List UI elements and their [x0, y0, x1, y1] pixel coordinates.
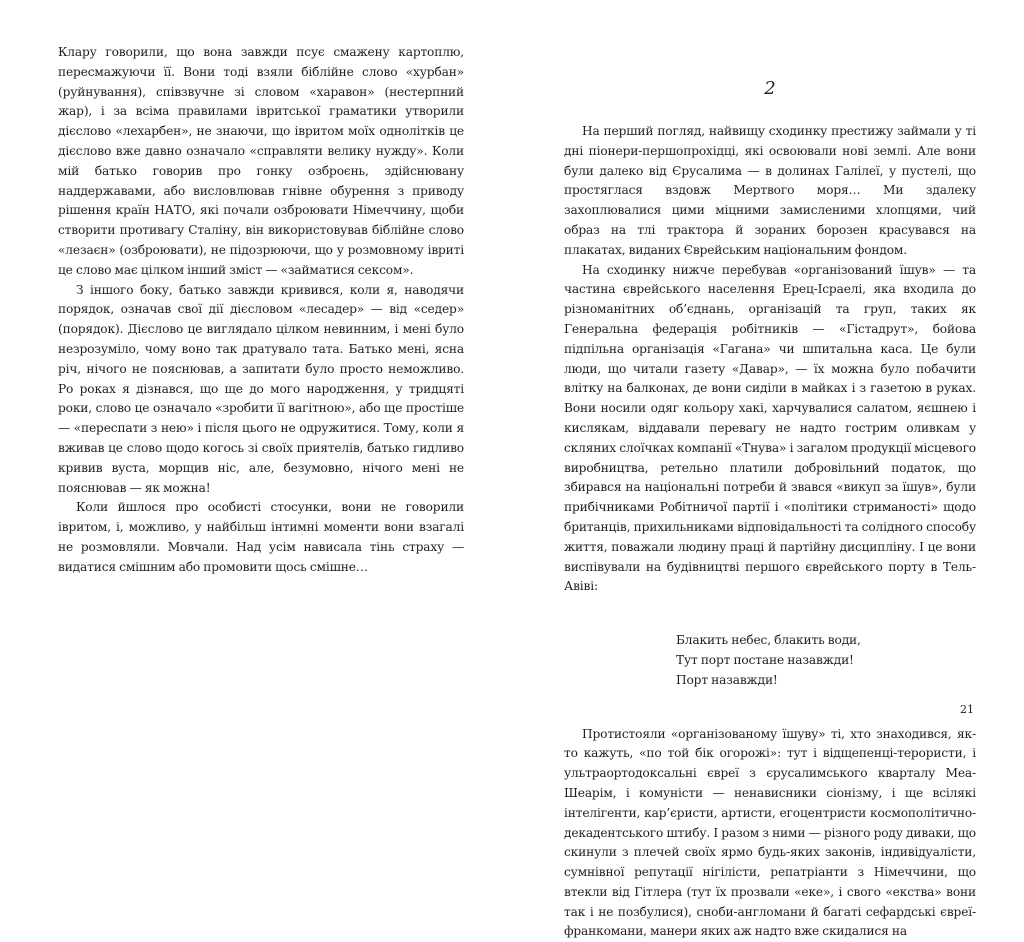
page-number: 21 — [960, 703, 974, 716]
left-page — [0, 0, 512, 745]
paragraph: Клару говорили, що вона завжди псує смажену картоплю, пересмажуючи її. Вони тоді взяли біблійне слово «хурбан» (руйнування), співзвучне зі словом «харавон» (нестерпний жар), і за всіма правилами івритської граматики утворили дієслово «лехарбен», не знаючи, що івритом моїх однолітків це дієслово вже давно означало «справляти велику нужду». Коли мій батько говорив про гонку озброєнь, здійснювану наддержавами, або висловлював гнівне обурення з приводу рішення країн НАТО, які почали озброювати Німеччину, щоби створити противагу Сталіну, він використовував біблійне слово «лезаєн» (озброювати), не підозрюючи, що у розмовному івриті це слово має цілком інший зміст — «займатися сексом». — [58, 45, 464, 277]
left-text-column — [58, 43, 464, 578]
verse-line: Порт назавжди! — [676, 672, 778, 687]
chapter-number: 2 — [764, 78, 776, 99]
verse — [676, 603, 976, 718]
paragraph: З іншого боку, батько завжди кривився, коли я, наводячи порядок, означав свої дії дієсловом «лесадер» — від «седер» (порядок). Дієслово це виглядало цілком невинним, і мені було незрозуміло, чому воно так дратувало тата. Батько мені, ясна річ, нічого не пояснював, а запитати було просто неможливо. Ро роках я дізнався, що ще до мого народження, у тридцяті роки, слово це означало «зробити її вагітною», або ще простіше — «переспати з нею» і після цього не одружитися. Тому, коли я вживав це слово щодо когось зі своїх приятелів, батько гидливо кривив вуста, морщив ніс, але, безумовно, нічого мені не пояснював — як можна! — [58, 282, 464, 495]
right-text-column — [564, 122, 976, 942]
paragraph: Протистояли «організованому їшуву» ті, хто знаходився, як-то кажуть, «по той бік огорожі»: тут і відщепенці-терористи, і ультраортодоксальні євреї з єрусалимського кварталу Меа-Шеарім, і комуністи — ненависники сіонізму, і ще всілякі інтелігенти, кар’єристи, артисти, егоцентристи космополітично-декадентського штибу. І разом з ними — різного роду диваки, що скинули з плечей своїх ярмо будь-яких законів, індивідуалісти, сумнівної репутації нігілісти, репатріанти з Німеччини, що втекли від Гітлера (тут їх прозвали «еке», і свого «екства» вони так і не позбулися), сноби-англомани й багаті сефардські євреї-франкомани, манери яких аж надто вже скидалися на — [564, 726, 976, 939]
paragraph: Коли йшлося про особисті стосунки, вони не говорили івритом, і, можливо, у найбільш інтимні моменти вони взагалі не розмовляли. Мовчали. Над усім нависала тінь страху — видатися смішним або промовити щось смішне… — [58, 500, 464, 574]
verse-line: Тут порт постане назавжди! — [676, 652, 854, 667]
verse-line: Блакить небес, блакить води, — [676, 633, 861, 648]
right-page — [512, 0, 1024, 939]
paragraph: На сходинку нижче перебував «організований їшув» — та частина єврейського населення Ерец-Ісраелі, яка входила до різноманітних об’єднань, організацій та груп, таких як Генеральна федерація робітників — «Гістадрут», бойова підпільна організація «Гагана» чи шпитальна каса. Це були люди, що читали газету «Давар», — їх можна було побачити влітку на балконах, де вони сиділи в майках і з газетою в руках. Вони носили одяг кольору хакі, харчувалися салатом, яєшнею і кислякам, віддавали перевагу не надто гострим оливкам у скляних слоїчках компанії «Тнува» і загалом продукції місцевого виробництва, ретельно платили добровільний податок, що збирався на національні потреби й звався «викуп за їшув», були прибічниками Робітничої партії і «політики стриманості» щодо британців, прихильниками відповідальності та солідного способу життя, поважали людину праці й партійну дисципліну. І це вони виспівували на будівництві першого єврейського порту в Тель-Авіві: — [564, 262, 976, 594]
paragraph: На перший погляд, найвищу сходинку престижу займали у ті дні піонери-першопрохідці, які освоювали нові землі. Але вони були далеко від Єрусалима — в долинах Галілеї, у пустелі, що простяглася вздовж Мертвого моря… Ми здалеку захоплювалися цими міцними замисленими хлопцями, чий образ на тлі трактора й зораних борозен красувався на плакатах, виданих Єврейським національним фондом. — [564, 124, 976, 257]
